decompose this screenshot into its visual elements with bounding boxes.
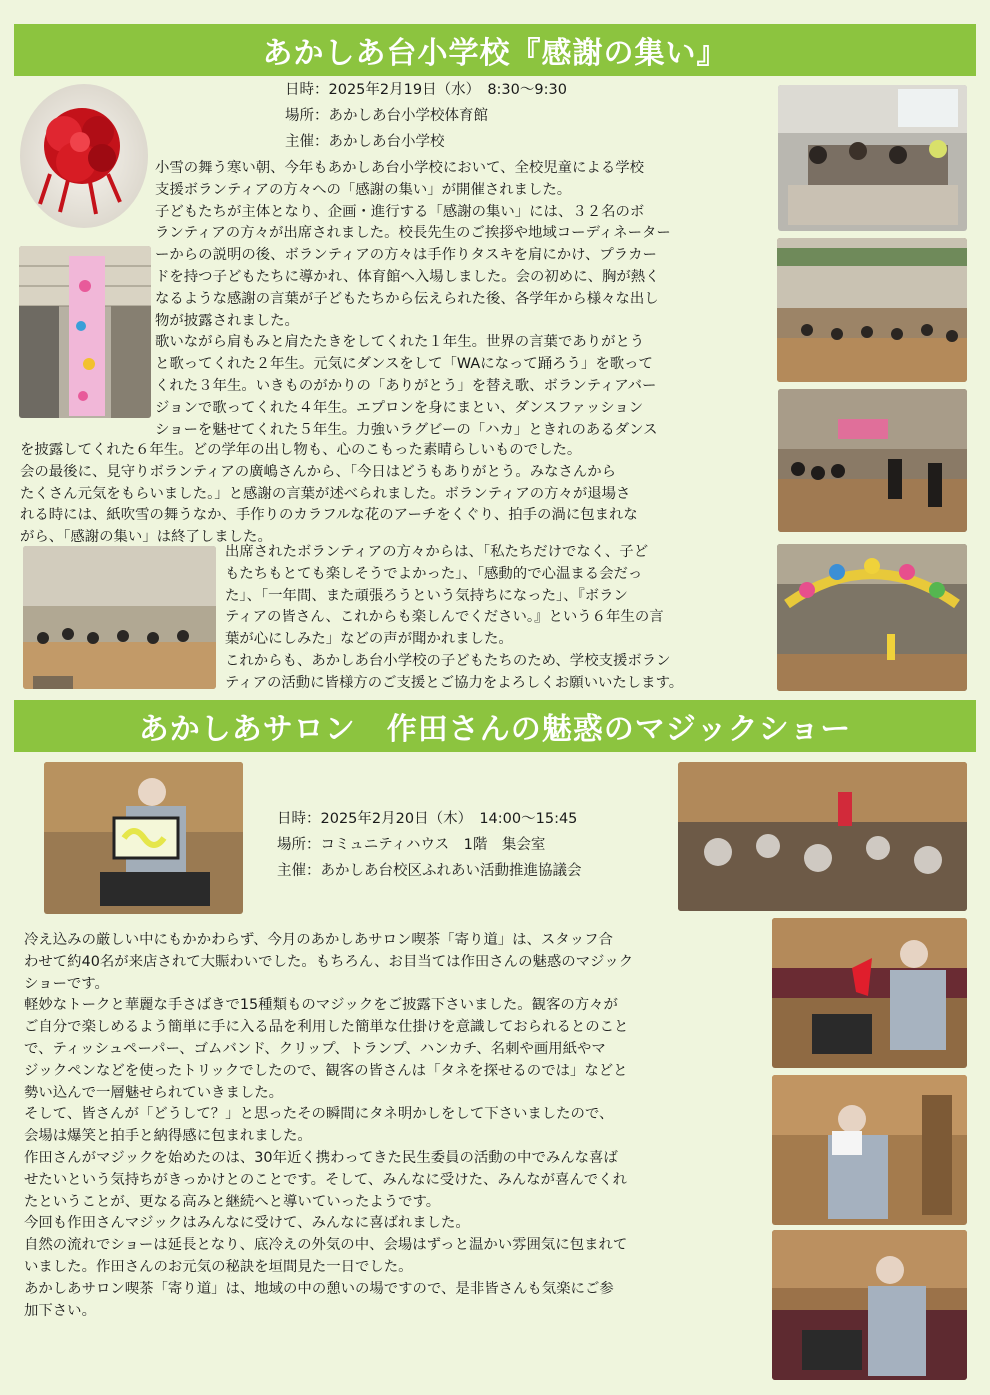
article2-host: 主催：あかしあ台校区ふれあい活動推進協議会 [277,863,582,879]
article1-date: 日時：2025年2月19日（水） 8:30～9:30 [285,82,567,98]
text-line: 加下さい。 [24,1302,96,1319]
magic-scarf-photo [772,918,967,1068]
text-line: たということが、更なる高みと継続へと導いていったようです。 [24,1193,441,1210]
text-line: 会場は爆笑と拍手と納得感に包まれました。 [24,1128,312,1145]
gym-entrance-photo [777,238,967,382]
text-line: せたいという気持ちがきっかけとのことです。そして、みんなに受けた、みんなが喜んでくれ [24,1171,627,1188]
flower-arch-photo [777,544,967,691]
article2-title: あかしあサロン 作田さんの魅惑のマジックショー [138,712,852,747]
text-line: ジックペンなどを使ったトリックでしたので、観客の皆さんは「タネを探せるのでは」などと [24,1062,628,1079]
article1-host: 主催：あかしあ台小学校 [285,134,445,150]
text-line: 支援ボランティアの方々への「感謝の集い」が開催されました。 [155,181,572,198]
text-line: ドを持つ子どもたちに導かれ、体育館へ入場しました。会の初めに、胸が熱く [155,268,660,285]
text-line: で、ティッシュペーパー、ゴムバンド、クリップ、トランプ、ハンカチ、名刺や画用紙やマ [24,1040,606,1057]
article1-title-banner [14,24,976,76]
article1-place: 場所：あかしあ台小学校体育館 [285,108,488,124]
gym-volunteers-photo [23,546,216,689]
text-line: 歌いながら肩もみと肩たたきをしてくれた１年生。世界の言葉でありがとう [155,334,645,351]
classroom-photo [778,85,967,231]
text-line: ショーを魅せてくれた５年生。力強いラグビーの「ハカ」ときれのあるダンス [155,421,658,438]
magic-finale-photo [772,1230,967,1380]
article2-paragraph [24,930,766,1322]
article1-paragraph-b [20,440,772,549]
text-line: 小雪の舞う寒い朝、今年もあかしあ台小学校において、全校児童による学校 [155,160,644,176]
magic-tissue-photo [772,1075,967,1225]
text-line: 冷え込みの厳しい中にもかかわらず、今月のあかしあサロン喫茶「寄り道」は、スタッフ合 [24,932,613,948]
text-line: 作田さんがマジックを始めたのは、30年近く携わってきた民生委員の活動の中でみんな喜ば [24,1149,618,1166]
text-line: いました。作田さんのお元気の秘訣を垣間見た一日でした。 [24,1258,413,1275]
text-line: 軽妙なトークと華麗な手さばきで15種類ものマジックをご披露下さいました。観客の方々が [24,997,618,1014]
dance-photo [778,389,967,532]
text-line: ショーです。 [24,975,109,992]
article2-title-banner [14,700,976,752]
article1-paragraph-c [225,542,771,695]
article1-meta [285,77,567,155]
text-line: わせて約40名が来店されて大賑わいでした。もちろん、お目当ては作田さんの魅惑のマジック [24,953,634,970]
red-flower-photo [20,84,148,229]
text-line: これからも、あかしあ台小学校の子どもたちのため、学校支援ボラン [225,652,671,669]
text-line: 会の最後に、見守りボランティアの廣嶋さんから、「今日はどうもありがとう。みなさんから [20,463,617,480]
text-line: たくさん元気をもらいました。」と感謝の言葉が述べられました。ボランティアの方々が退場さ [20,485,631,502]
text-line: あかしあサロン喫茶「寄り道」は、地域の中の憩いの場ですので、是非皆さんも気楽にご参 [24,1280,614,1297]
text-line: 子どもたちが主体となり、企画・進行する「感謝の集い」には、３２名のボ [155,203,645,220]
article1-title: あかしあ台小学校『感謝の集い』 [262,36,728,71]
text-line: 今回も作田さんマジックはみんなに受けて、みんなに喜ばれました。 [24,1215,470,1232]
text-line: を披露してくれた６年生。どの学年の出し物も、心のこもった素晴らしいものでした。 [20,442,582,458]
article2-meta [277,806,582,884]
text-line: ティアの皆さん、これからも楽しんでください。』という６年生の言 [225,609,664,626]
text-line: 葉が心にしみた」などの声が聞かれました。 [225,631,513,648]
text-line: れる時には、紙吹雪の舞うなか、手作りのカラフルな花のアーチをくぐり、拍手の渦に包まれな [20,507,638,524]
article2-date: 日時：2025年2月20日（木） 14:00～15:45 [277,811,578,827]
text-line: 自然の流れでショーは延長となり、底冷えの外気の中、会場はずっと温かい雰囲気に包まれて [24,1237,628,1254]
text-line: なるような感謝の言葉が子どもたちから伝えられた後、各学年から様々な出し [155,290,659,307]
text-line: ジョンで歌ってくれた４年生。エプロンを身にまとい、ダンスファッション [155,399,644,416]
text-line: もたちもとても楽しそうでよかった」、「感動的で心温まる会だっ [225,565,643,582]
text-line: 出席されたボランティアの方々からは、「私たちだけでなく、子ど [225,544,649,560]
text-line: ティアの活動に皆様方のご支援とご協力をよろしくお願いいたします。 [225,674,684,691]
magician-photo [44,762,243,914]
article2-place: 場所：コミュニティハウス 1階 集会室 [277,837,546,853]
text-line: ランティアの方々が出席されました。校長先生のご挨拶や地域コーディネーター [155,225,671,242]
text-line: と歌ってくれた２年生。元気にダンスをして「WAになって踊ろう」を歌って [155,356,653,373]
text-line: ご自分で楽しめるよう簡単に手に入る品を利用した簡単な仕掛けを意識しておられるとのこと [24,1019,629,1036]
text-line: 物が披露されました。 [155,312,299,329]
text-line: そして、皆さんが「どうして？」と思ったその瞬間にタネ明かしをして下さいましたので、 [24,1106,614,1123]
article1-paragraph-a [155,158,767,441]
text-line: 勢い込んで一層魅せられていきました。 [24,1084,284,1101]
hanging-thanks-banner-photo [19,246,151,418]
text-line: ーからの説明の後、ボランティアの方々は手作りタスキを肩にかけ、プラカー [155,247,657,264]
text-line: がら、「感謝の集い」は終了しました。 [20,529,272,546]
audience-photo [678,762,967,911]
text-line: くれた３年生。いきものがかりの「ありがとう」を替え歌、ボランティアバー [155,377,657,394]
text-line: た」、「一年間、また頑張ろうという気持ちになった」、『ボラン [225,587,628,604]
